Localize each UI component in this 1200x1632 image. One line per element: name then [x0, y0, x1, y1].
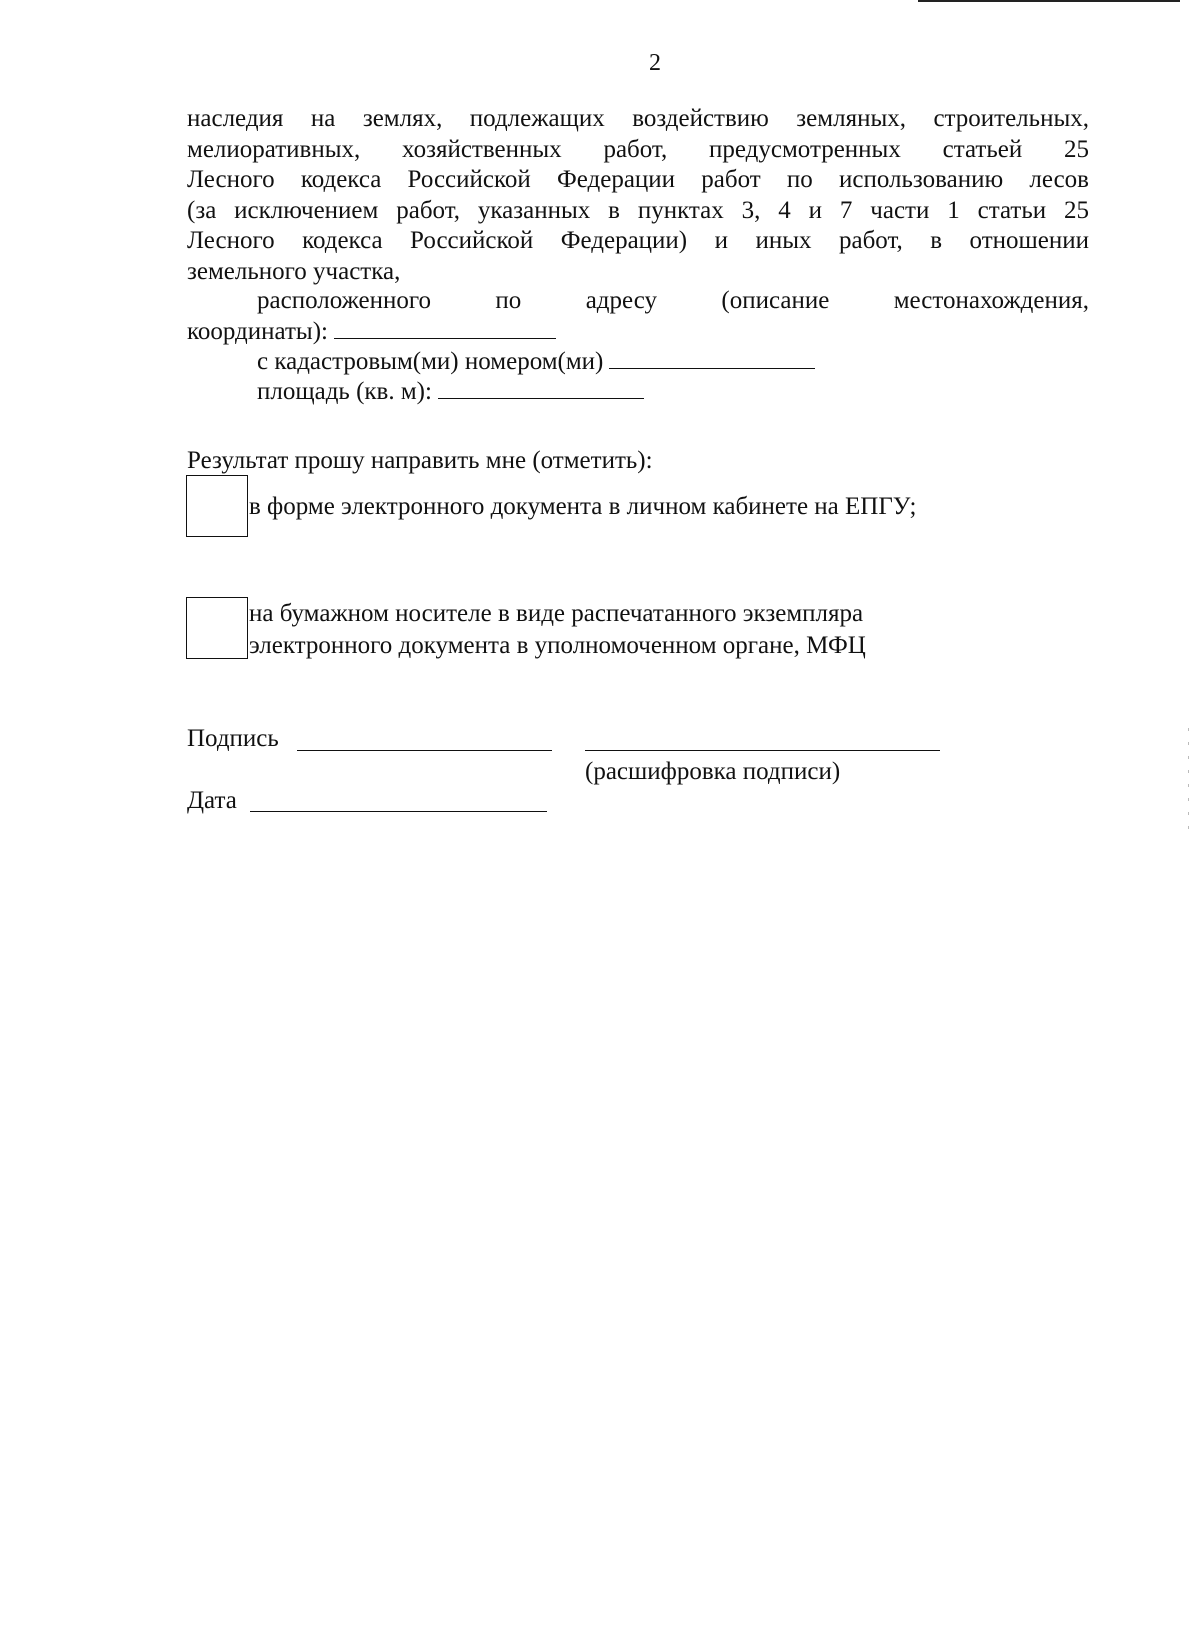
option-paper-label-line2: электронного документа в уполномоченном органе, МФЦ [249, 632, 866, 659]
scan-margin-marks [1188, 728, 1189, 838]
coordinates-field[interactable] [334, 316, 556, 339]
date-field[interactable] [250, 810, 547, 812]
body-paragraph [187, 104, 1089, 288]
location-word: по [495, 287, 522, 314]
option-paper-label-line1: на бумажном носителе в виде распечатанного экземпляра [249, 600, 864, 627]
checkbox-paper[interactable] [186, 597, 248, 659]
location-word: расположенного [257, 287, 432, 314]
coordinates-row [187, 316, 556, 347]
cadastral-row [257, 346, 815, 377]
area-field[interactable] [438, 376, 644, 399]
area-label: площадь (кв. м): [257, 378, 432, 405]
body-line: наследия на землях, подлежащих воздействию земляных, строительных, [187, 105, 1089, 132]
location-word: (описание [721, 287, 830, 314]
result-heading: Результат прошу направить мне (отметить): [187, 447, 653, 474]
signature-decode-field[interactable] [585, 749, 940, 751]
signature-label: Подпись [187, 725, 279, 752]
location-line [257, 286, 1089, 316]
cadastral-number-field[interactable] [609, 346, 815, 369]
date-label: Дата [187, 787, 237, 814]
body-line: Лесного кодекса Российской Федерации работ по использованию лесов [187, 166, 1089, 194]
body-line: Лесного кодекса Российской Федерации) и иных работ, в отношении [187, 227, 1089, 255]
option-epgu-label: в форме электронного документа в личном кабинете на ЕПГУ; [249, 493, 917, 520]
top-edge-rule [918, 0, 1180, 2]
body-line: (за исключением работ, указанных в пунктах 3, 4 и 7 части 1 статьи 25 [187, 196, 1089, 224]
page-number: 2 [649, 50, 661, 76]
area-row [257, 376, 644, 407]
location-word: местонахождения, [893, 287, 1089, 314]
body-line: земельного участка, [187, 257, 401, 285]
signature-decode-caption: (расшифровка подписи) [585, 758, 841, 785]
signature-field[interactable] [297, 749, 552, 751]
coordinates-label: координаты): [187, 318, 328, 345]
location-word: адресу [585, 287, 658, 314]
cadastral-label: с кадастровым(ми) номером(ми) [257, 348, 604, 375]
body-line: мелиоративных, хозяйственных работ, предусмотренных статьей 25 [187, 135, 1089, 163]
checkbox-epgu[interactable] [186, 475, 248, 537]
